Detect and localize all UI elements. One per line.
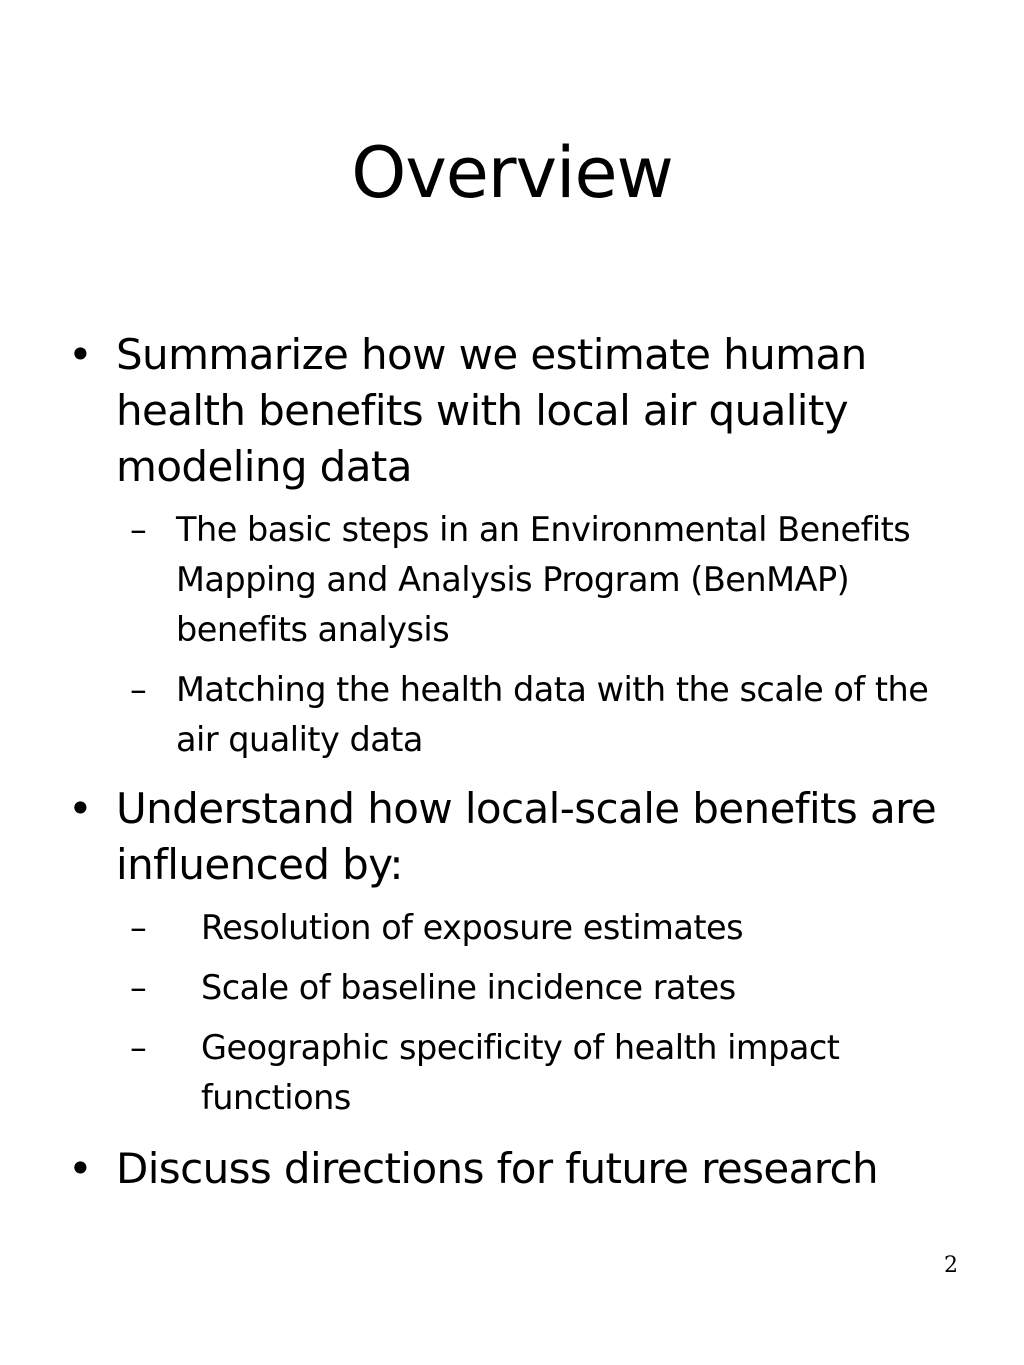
bullet-text: Discuss directions for future research (116, 1144, 879, 1193)
sub-bullet-item (130, 665, 960, 765)
slide-title: Overview (351, 132, 673, 214)
bullet-marker: • (68, 784, 93, 833)
bullet-marker: • (68, 1144, 93, 1193)
sub-bullet-text: The basic steps in an Environmental Benefits Mapping and Analysis Program (BenMAP) benefits analysis (176, 510, 911, 649)
sub-bullet-item (130, 505, 960, 655)
sub-bullet-text: Scale of baseline incidence rates (201, 968, 736, 1007)
bullet-text: Summarize how we estimate human health benefits with local air quality modeling data (116, 330, 867, 491)
sub-bullet-marker: – (130, 1028, 147, 1067)
sub-bullet-item (130, 1023, 960, 1123)
bullet-marker: • (68, 330, 93, 379)
bullet-text: Understand how local-scale benefits are influenced by: (116, 784, 937, 889)
bullet-item (60, 327, 960, 495)
sub-bullet-item (130, 903, 960, 953)
page-number: 2 (944, 1253, 958, 1278)
sub-bullet-marker: – (130, 510, 147, 549)
sub-bullet-marker: – (130, 968, 147, 1007)
sub-bullet-text: Resolution of exposure estimates (201, 908, 744, 947)
sub-bullet-marker: – (130, 908, 147, 947)
sub-bullet-text: Geographic specificity of health impact functions (201, 1028, 840, 1117)
bullet-item (60, 1141, 960, 1197)
bullet-item (60, 781, 960, 893)
sub-bullet-marker: – (130, 670, 147, 709)
sub-bullet-item (130, 963, 960, 1013)
bullet-list (60, 327, 960, 1197)
sub-bullet-text: Matching the health data with the scale of the air quality data (176, 670, 929, 759)
